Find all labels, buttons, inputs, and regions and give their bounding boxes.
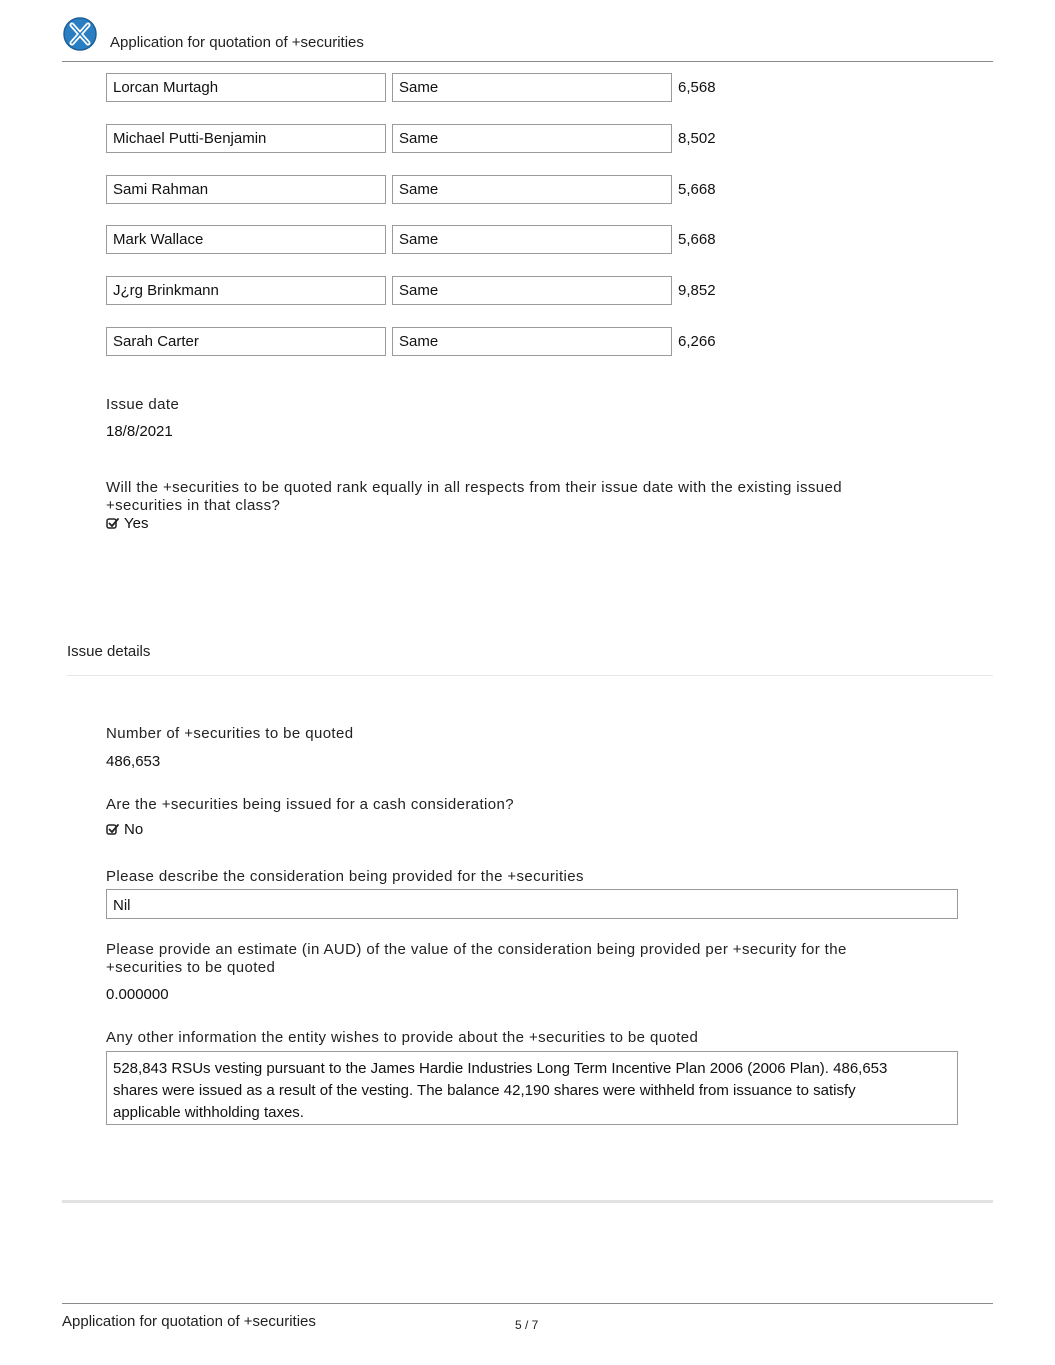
holder-registered-field: Same	[392, 327, 672, 356]
footer-title: Application for quotation of +securities	[62, 1313, 316, 1330]
issue-date-value: 18/8/2021	[106, 423, 173, 440]
other-information-label: Any other information the entity wishes to provide about the +securities to be quoted	[106, 1029, 699, 1046]
holder-number: 5,668	[678, 231, 716, 248]
describe-consideration-label: Please describe the consideration being provided for the +securities	[106, 868, 584, 885]
estimate-value-label: Please provide an estimate (in AUD) of the value of the consideration being provided per +security for the +securities to be quoted	[106, 941, 847, 976]
section-end-divider	[62, 1200, 993, 1203]
holder-name-field: Sarah Carter	[106, 327, 386, 356]
checkbox-checked-icon	[106, 517, 119, 530]
holder-name-field: Mark Wallace	[106, 225, 386, 254]
issue-date-label: Issue date	[106, 396, 180, 413]
holder-name-field: J¿rg Brinkmann	[106, 276, 386, 305]
number-quoted-label: Number of +securities to be quoted	[106, 725, 354, 742]
cash-consideration-question: Are the +securities being issued for a cash consideration?	[106, 796, 515, 813]
holder-number: 8,502	[678, 130, 716, 147]
footer-divider	[62, 1303, 993, 1304]
cash-consideration-answer-text: No	[124, 821, 144, 838]
section-title-issue-details: Issue details	[67, 643, 151, 660]
holder-number: 5,668	[678, 181, 716, 198]
header-divider	[62, 61, 993, 62]
holder-number: 9,852	[678, 282, 716, 299]
page-number: 5 / 7	[515, 1318, 539, 1332]
rank-equally-question: Will the +securities to be quoted rank equally in all respects from their issue date with the existing issued +securities in that class?	[106, 479, 843, 514]
asx-logo-icon	[63, 17, 97, 51]
holder-number: 6,568	[678, 79, 716, 96]
holder-name-field: Michael Putti-Benjamin	[106, 124, 386, 153]
holder-number: 6,266	[678, 333, 716, 350]
holder-name-field: Sami Rahman	[106, 175, 386, 204]
holder-registered-field: Same	[392, 124, 672, 153]
holder-name-field: Lorcan Murtagh	[106, 73, 386, 102]
holder-registered-field: Same	[392, 276, 672, 305]
other-information-field: 528,843 RSUs vesting pursuant to the James Hardie Industries Long Term Incentive Plan 2006 (2006 Plan). 486,653 shares were issued as a result of the vesting. The balance 42,190 shares were withheld from issuance to satisfy applicable withholding taxes.	[106, 1051, 958, 1125]
checkbox-checked-icon	[106, 823, 119, 836]
cash-consideration-answer	[106, 821, 143, 838]
describe-consideration-field: Nil	[106, 889, 958, 919]
rank-equally-answer	[106, 515, 148, 532]
estimate-value: 0.000000	[106, 986, 169, 1003]
holder-registered-field: Same	[392, 73, 672, 102]
holder-registered-field: Same	[392, 225, 672, 254]
holder-registered-field: Same	[392, 175, 672, 204]
section-divider	[67, 675, 993, 676]
header-title: Application for quotation of +securities	[110, 34, 364, 51]
rank-equally-answer-text: Yes	[124, 515, 149, 532]
number-quoted-value: 486,653	[106, 753, 161, 770]
